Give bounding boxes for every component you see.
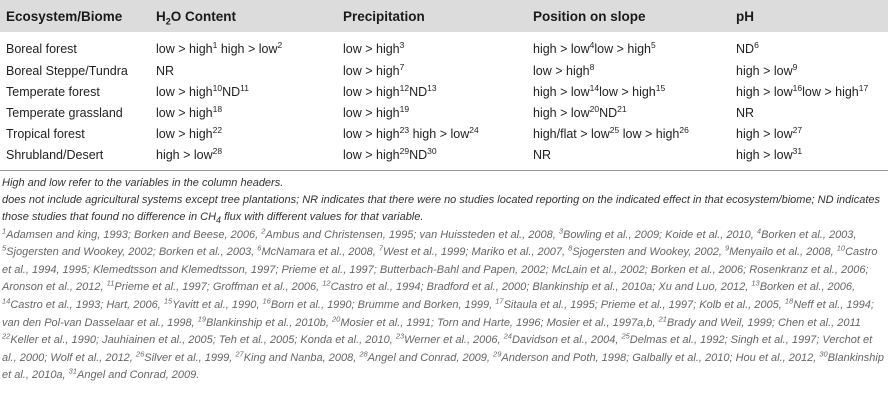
cell-slope-position [527, 60, 730, 81]
reference-number: 29 [493, 349, 502, 359]
footnote-marker: 12 [399, 82, 410, 93]
reference-text: King and Nanba, 2008, [243, 351, 360, 364]
cell-value: low > high [343, 105, 400, 120]
reference-text: Menyailo et al., 2008, [729, 246, 837, 259]
reference-text: Castro et al., 1994, 1995; Klemedtsson and Klemedtsson, 1997; Prieme et al., 1997; Butterbach-Bahl and Papen, 2002; McLain et al., 2002; Borken et al., 2006; Rosenkranz et al., 2006; Aronson et al., 2012, [2, 246, 878, 294]
reference-number: 13 [751, 278, 760, 288]
cell-value: high/flat > low [533, 126, 610, 141]
cell-biome: Temperate forest [6, 84, 100, 99]
reference-number: 14 [2, 296, 11, 306]
cell-value: high > low [217, 42, 278, 56]
reference-number: 18 [784, 296, 794, 306]
cell-value: ND [736, 42, 755, 56]
reference-number: 20 [332, 313, 341, 323]
footnote-marker: 5 [651, 39, 656, 50]
cell-h2o-content [150, 102, 337, 123]
footnote-marker: 1 [212, 39, 218, 50]
cell-slope-position [527, 32, 730, 60]
reference-number: 25 [621, 331, 630, 341]
cell-value: low > high [599, 84, 656, 99]
reference-text: Brady and Weil, 1999; Chen et al., 2011 [666, 316, 861, 329]
ch4-flux-table [0, 0, 888, 171]
reference-text: Sjogersten and Wookey, 2002; Borken et al., 2003, [6, 246, 258, 259]
reference-number: 26 [135, 349, 145, 359]
cell-value: high > low [736, 126, 793, 141]
reference-number: 5 [2, 243, 7, 253]
cell-precipitation [337, 123, 527, 144]
footnote-marker: 10 [212, 82, 223, 93]
reference-text: Werner et al., 2006, [404, 334, 504, 347]
cell-biome: Boreal Steppe/Tundra [6, 63, 128, 78]
cell-value: high > low [736, 84, 793, 99]
cell-biome: Boreal forest [6, 42, 77, 56]
cell-value: low > high [533, 63, 590, 78]
reference-text: Delmas et al., 1992; Singh et al., 1997; Verchot et al., 2000; Wolf et al., 2012, [2, 334, 873, 364]
reference-number: 12 [322, 278, 331, 288]
footnote-marker: 29 [399, 145, 410, 156]
header-h2o-content [150, 0, 337, 32]
cell-value: low > high [156, 42, 213, 56]
footnote-marker: 31 [792, 145, 803, 156]
cell-value: ND [599, 105, 618, 120]
note-nr-nd-tail: flux with different values for that variable. [221, 211, 424, 224]
footnote-marker: 7 [399, 61, 405, 72]
cell-biome: Shrubland/Desert [6, 147, 104, 162]
cell-h2o-content [150, 144, 337, 171]
footnote-marker: 11 [240, 82, 249, 93]
cell-slope-position [527, 144, 730, 171]
table-notes [0, 171, 888, 227]
cell-slope-position [527, 102, 730, 123]
cell-ph [730, 32, 888, 60]
cell-precipitation [337, 32, 527, 60]
header-precipitation: Precipitation [337, 0, 527, 32]
reference-number: 19 [197, 313, 207, 323]
cell-ph [730, 81, 888, 102]
cell-value: low > high [343, 147, 400, 162]
reference-text: McNamara et al., 2008, [261, 246, 379, 259]
reference-number: 24 [503, 331, 512, 341]
footnote-marker: 14 [589, 82, 600, 93]
cell-value: NR [736, 105, 755, 120]
footnote-marker: 4 [589, 39, 595, 50]
cell-value: low > high [594, 42, 652, 56]
footnote-marker: 25 [609, 124, 620, 135]
header-position-on-slope: Position on slope [527, 0, 730, 32]
footnote-marker: 20 [589, 103, 600, 114]
cell-value: ND [409, 84, 428, 99]
footnote-marker: 22 [212, 124, 223, 135]
header-h2o-prefix: H [156, 8, 166, 24]
reference-text: Castro et al., 1993; Hart, 2006, [10, 298, 164, 311]
cell-value: high > low [409, 126, 470, 141]
reference-text: Adamsen and king, 1993; Borken and Beese, 2006, [6, 228, 262, 241]
footnote-marker: 9 [792, 61, 798, 72]
footnote-marker: 30 [427, 145, 437, 156]
reference-number: 1 [2, 225, 7, 235]
footnote-marker: 6 [754, 39, 759, 50]
reference-text: Silver et al., 1999, [144, 351, 236, 364]
note-high-low: High and low refer to the variables in the column headers. [2, 177, 284, 189]
table-row [0, 102, 888, 123]
header-ph: pH [730, 0, 888, 32]
note-nr-nd-text: does not include agricultural systems except tree plantations; NR indicates that there were no studies located reporting on the indicated effect in that ecosystem/biome; ND indicates those studies that found no difference in CH [2, 194, 881, 224]
reference-text: Sitaula et al., 1995; Prieme et al., 1997; Kolb et al., 2005, [503, 298, 785, 311]
reference-text: Born et al., 1990; Brumme and Borken, 1999, [270, 298, 496, 311]
reference-text: Angel and Conrad, 2009, [367, 351, 494, 364]
cell-value: NR [156, 63, 175, 78]
footnote-marker: 13 [427, 82, 437, 93]
reference-number: 21 [658, 313, 667, 323]
reference-number: 17 [495, 296, 504, 306]
cell-value: high > low [533, 84, 590, 99]
reference-number: 28 [359, 349, 368, 359]
table-row [0, 123, 888, 144]
reference-number: 31 [68, 366, 78, 376]
reference-text: Keller et al., 1990; Jauhiainen et al., 2005; Teh et al., 2005; Konda et al., 2010, [10, 334, 396, 347]
header-h2o-suffix: O Content [170, 8, 237, 24]
reference-text: Yavitt et al., 1990, [172, 298, 263, 311]
cell-slope-position [527, 123, 730, 144]
cell-value: low > high [343, 63, 400, 78]
footnote-marker: 27 [792, 124, 803, 135]
footnote-marker: 8 [589, 61, 595, 72]
table-row [0, 81, 888, 102]
reference-number: 22 [2, 331, 11, 341]
reference-text: Borken et al., 2003, [761, 228, 857, 241]
footnote-marker: 16 [792, 82, 803, 93]
header-h2o-subscript: 2 [165, 16, 171, 27]
cell-value: low > high [156, 126, 213, 141]
reference-number: 9 [724, 243, 730, 253]
note-nr-nd [2, 192, 886, 226]
footnote-marker: 26 [679, 124, 689, 135]
reference-number: 3 [558, 225, 564, 235]
reference-text: West et al., 1999; Mariko et al., 2007, [383, 246, 569, 259]
cell-h2o-content [150, 32, 337, 60]
cell-ph [730, 123, 888, 144]
reference-number: 6 [257, 243, 262, 253]
header-row [0, 0, 888, 32]
cell-h2o-content [150, 81, 337, 102]
footnote-marker: 18 [212, 103, 223, 114]
cell-ph [730, 144, 888, 171]
cell-value: high > low [736, 147, 793, 162]
reference-number: 10 [836, 243, 846, 253]
cell-precipitation [337, 81, 527, 102]
reference-text: Ambus and Christensen, 1995; van Huissteden et al., 2008, [265, 228, 559, 241]
reference-text: Angel and Conrad, 2009. [77, 369, 200, 382]
cell-slope-position [527, 81, 730, 102]
reference-number: 2 [261, 225, 266, 235]
reference-text: Anderson and Poth, 1998; Galbally et al., 2010; Hou et al., 2012, [501, 351, 820, 364]
reference-text: Blankinship et al., 2010a, [2, 351, 884, 382]
note-ch4-subscript: 4 [216, 215, 222, 226]
cell-biome: Tropical forest [6, 126, 85, 141]
cell-value: low > high [156, 105, 213, 120]
footnote-marker: 15 [655, 82, 666, 93]
reference-text: Mosier et al., 1991; Torn and Harte, 1996; Mosier et al., 1997a,b, [340, 316, 659, 329]
footnote-marker: 17 [858, 82, 869, 93]
cell-value: NR [533, 147, 552, 162]
reference-number: 7 [378, 243, 384, 253]
reference-text: Sjogersten and Wookey, 2002, [572, 246, 725, 259]
references-footnote [0, 227, 888, 385]
cell-value: low > high [802, 84, 859, 99]
cell-h2o-content [150, 123, 337, 144]
footnote-marker: 2 [277, 39, 283, 50]
reference-number: 4 [756, 225, 762, 235]
reference-number: 27 [235, 349, 244, 359]
reference-text: Castro et al., 1994; Bradford et al., 2000; Blankinship et al., 2010a; Xu and Luo, 2012, [330, 281, 752, 294]
cell-value: low > high [619, 126, 680, 141]
cell-h2o-content [150, 60, 337, 81]
reference-text: Blankinship et al., 2010b, [206, 316, 333, 329]
reference-number: 30 [819, 349, 828, 359]
cell-value: high > low [533, 105, 590, 120]
reference-number: 11 [106, 278, 115, 288]
reference-number: 8 [568, 243, 573, 253]
footnote-marker: 23 [399, 124, 410, 135]
reference-number: 16 [262, 296, 271, 306]
cell-biome: Temperate grassland [6, 105, 123, 120]
table-body [0, 32, 888, 171]
table-row [0, 32, 888, 60]
footnote-marker: 3 [399, 39, 405, 50]
reference-text: Neff et al., 1994; van den Pol-van Dasselaar et al., 1998, [2, 298, 874, 329]
cell-value: low > high [156, 84, 213, 99]
cell-precipitation [337, 144, 527, 171]
table-row [0, 60, 888, 81]
cell-value: ND [222, 84, 241, 99]
reference-number: 15 [163, 296, 173, 306]
footnote-marker: 21 [617, 103, 627, 114]
cell-value: ND [409, 147, 428, 162]
reference-text: Borken et al., 2006, [759, 281, 856, 294]
cell-value: low > high [343, 126, 400, 141]
header-ecosystem: Ecosystem/Biome [0, 0, 150, 32]
footnote-marker: 24 [469, 124, 479, 135]
reference-number: 23 [395, 331, 405, 341]
reference-text: Davidson et al., 2004, [511, 334, 622, 347]
reference-text: Bowling et al., 2009; Koide et al., 2010, [563, 228, 757, 241]
footnote-marker: 28 [212, 145, 223, 156]
cell-ph [730, 102, 888, 123]
reference-text: Prieme et al., 1997; Groffman et al., 2006, [114, 281, 323, 294]
cell-precipitation [337, 102, 527, 123]
cell-value: high > low [736, 63, 793, 78]
cell-value: high > low [533, 42, 590, 56]
table-row [0, 144, 888, 171]
cell-value: high > low [156, 147, 213, 162]
cell-value: low > high [343, 84, 400, 99]
footnote-marker: 19 [399, 103, 410, 114]
cell-precipitation [337, 60, 527, 81]
cell-value: low > high [343, 42, 400, 56]
cell-ph [730, 60, 888, 81]
